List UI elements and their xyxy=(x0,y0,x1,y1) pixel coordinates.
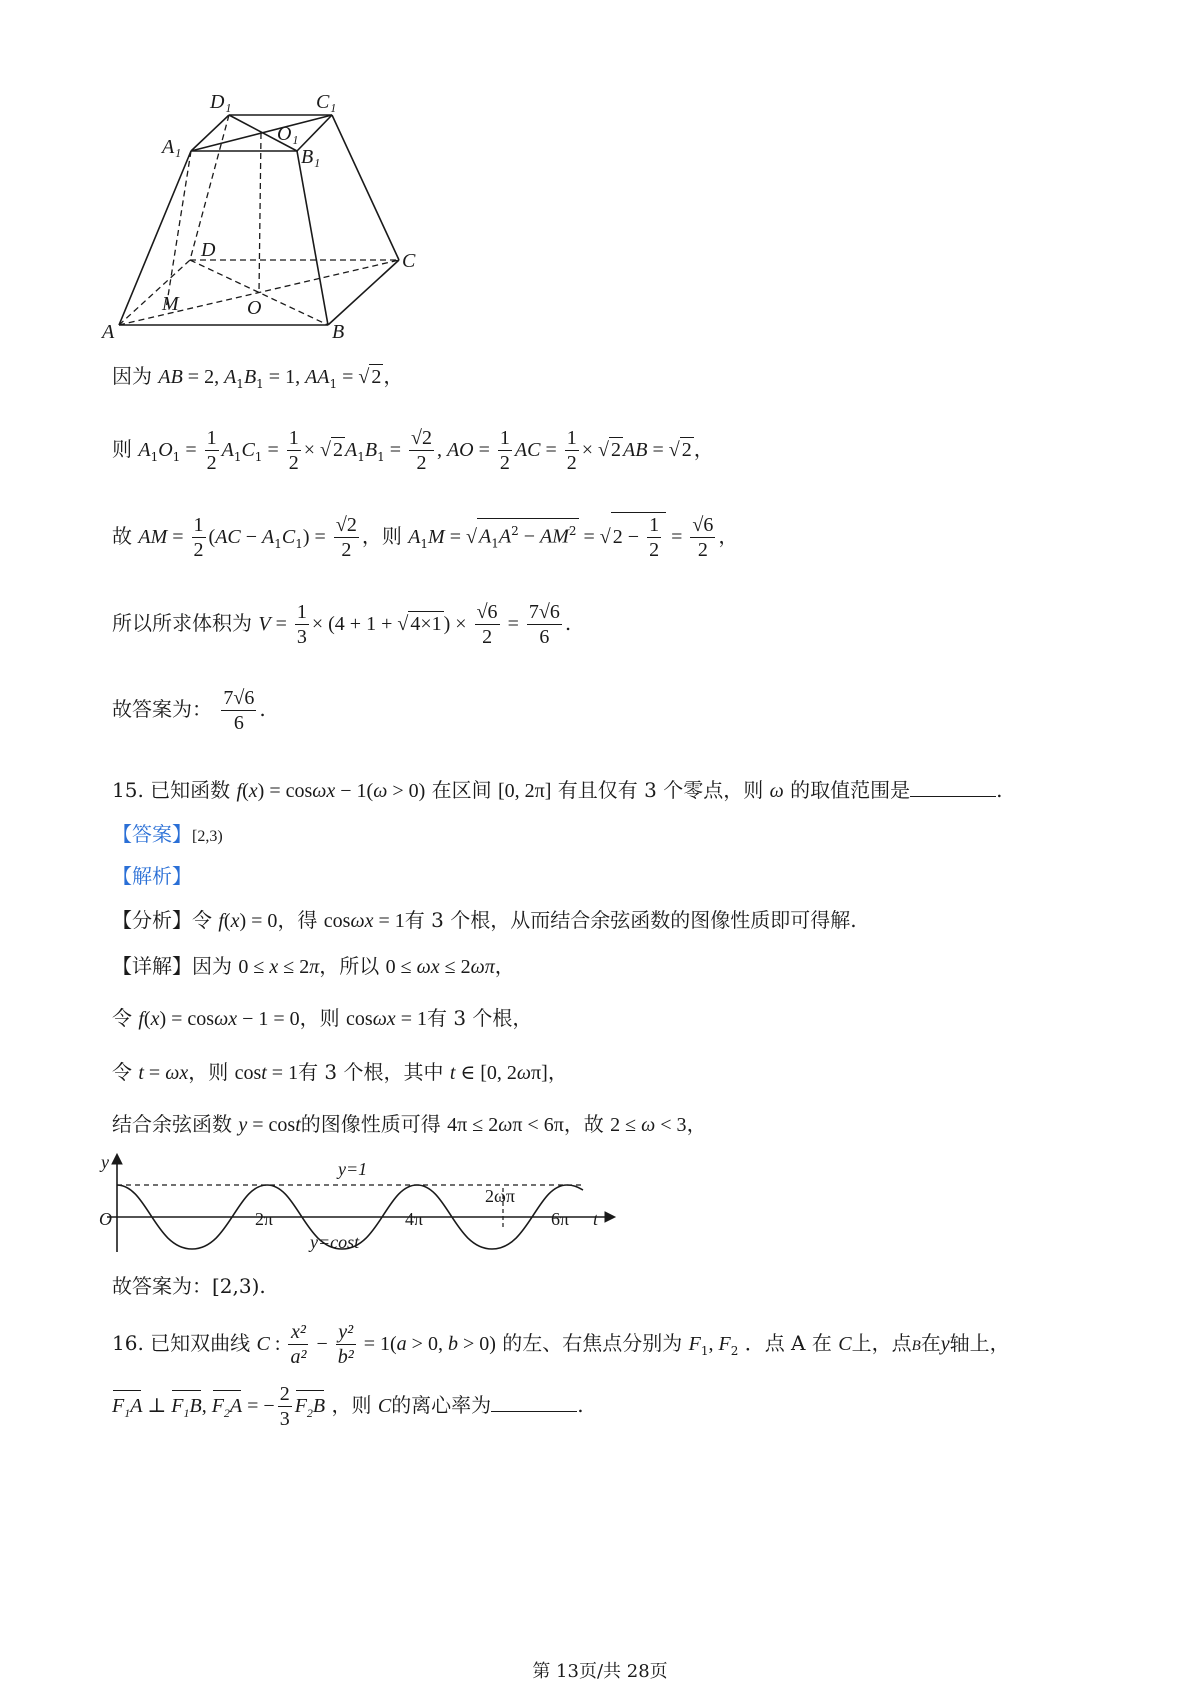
fenxi-2: ，得 xyxy=(277,908,318,932)
label-a: A xyxy=(102,321,115,343)
label-c: C xyxy=(402,250,416,272)
q15-mid: 在区间 xyxy=(431,778,492,802)
fenxi-3: 有 3 个根，从而结合余弦函数的图像性质即可得解. xyxy=(404,908,857,932)
text-so-volume: 所以所求体积为 xyxy=(112,611,252,635)
line3a: 令 xyxy=(112,1060,132,1084)
comma: ， xyxy=(383,364,404,388)
period: . xyxy=(564,611,572,635)
text-hence: 故 xyxy=(112,524,132,548)
q15-analysis-tag xyxy=(112,862,192,890)
line4c: ，故 xyxy=(563,1112,604,1136)
frustum-figure xyxy=(100,88,440,348)
q16-mid2: ．点 A 在 xyxy=(744,1331,832,1355)
q15-detail-3: 令 t = ωx，则 cost = 1有 3 个根，其中 t ∈ [0, 2ωπ]， xyxy=(112,1060,568,1084)
q16-mid4: 在 xyxy=(920,1331,941,1355)
t-axis-arrow xyxy=(605,1212,615,1222)
detail-tag: 【详解】 xyxy=(112,954,192,978)
q16-stem-2: $F_1A$ ⊥ $F_1B$, $F_2A$ = − $\frac{2}{3}$ $F_2B$ ，则 C的离心率为 . xyxy=(112,1383,584,1430)
text-because: 因为 xyxy=(112,364,152,388)
tick-2pi: 2π xyxy=(255,1209,274,1229)
comma: ， xyxy=(693,437,714,461)
q16-stem-1: 16. 已知双曲线 C : $\frac{\text{x²}}{\text{a²}}$ − $\frac{\text{y²}}{\text{b²}}$ = 1(a > 0, b > 0) 的左、右焦点分别为 $F_1$, $F_2$ ．点 A 在 C上，点B在y轴上， xyxy=(112,1321,1010,1368)
q15-detail-1: 【详解】因为 0 ≤ x ≤ 2π，所以 0 ≤ ωx ≤ 2ωπ， xyxy=(112,954,515,978)
line-volume: 所以所求体积为 V = $\frac{1}{3}$ × (4 + 1 + √ 4×1 ) × $\frac{√6}{2}$ = $\frac{7√6}{6}$ . xyxy=(112,601,572,648)
answer-blank-15 xyxy=(910,778,996,797)
line4a: 结合余弦函数 xyxy=(112,1112,232,1136)
label-c1: C₁ xyxy=(316,91,337,113)
q15-detail-2: 令 f(x) = cosωx − 1 = 0，则 cosωx = 1有 3 个根， xyxy=(112,1006,533,1030)
origin-label: O xyxy=(99,1209,112,1229)
answer-blank-16 xyxy=(491,1393,577,1412)
q16-mid5: 轴上， xyxy=(949,1331,1010,1355)
curve-label: y=cost xyxy=(310,1232,360,1252)
tick-4pi: 4π xyxy=(405,1209,424,1229)
q15-final xyxy=(112,1272,266,1300)
period: . xyxy=(577,1393,584,1417)
label-o: O xyxy=(247,297,262,319)
q15-tail: 有且仅有 3 个零点，则 xyxy=(557,778,764,802)
analysis-tag: 【解析】 xyxy=(112,864,192,888)
line3c: 有 3 个根，其中 xyxy=(298,1060,444,1084)
period: . xyxy=(996,778,1003,802)
label-d1: D₁ xyxy=(210,91,232,113)
period: . xyxy=(259,697,266,721)
detail-1a: 因为 xyxy=(192,954,232,978)
line-then: 则 $A_1O_1$ = $\frac{1}{2}$ $A_1C_1$ = $\frac{1}{2}$ × √ 2 $A_1B_1$ = $\frac{√2}{2}$ , AO = $\frac{1}{2}$ AC = $\frac{1}{2}$ × √ 2 AB = √ 2 ， xyxy=(112,427,714,474)
y-axis-label: y xyxy=(101,1152,109,1172)
label-b: B xyxy=(332,321,345,343)
label-a1: A₁ xyxy=(162,136,182,158)
line-hence: 故 AM = $\frac{1}{2}$ $(AC - A_1C_1)$ = $\frac{√2}{2}$ ，则 $A_1M$ = √ $A_1A^2 - AM^2$ = √ 2 − $\frac{1}{2}$ = $\frac{√6}{2}$ ， xyxy=(112,514,739,561)
line2c: 有 3 个根， xyxy=(426,1006,533,1030)
label-o1: O₁ xyxy=(277,123,299,145)
label-d: D xyxy=(201,239,216,261)
q15-fenxi: 【分析】令 f(x) = 0，得 cosωx = 1有 3 个根，从而结合余弦函数的图像性质即可得解. xyxy=(112,908,857,932)
fenxi-1: 令 xyxy=(192,908,212,932)
tick-6pi: 6π xyxy=(551,1209,570,1229)
line3b: ，则 xyxy=(188,1060,229,1084)
text-then2: ，则 xyxy=(361,524,402,548)
comma: ， xyxy=(494,954,515,978)
line2b: ，则 xyxy=(299,1006,340,1030)
label-b1: B₁ xyxy=(301,146,321,168)
detail-1b: ，所以 xyxy=(319,954,380,978)
line-because: 因为 AB = 2, $A_1B_1 = 1$, $AA_1$ = √ 2 ， xyxy=(112,364,404,391)
comma: ， xyxy=(686,1112,707,1136)
comma: ， xyxy=(547,1060,568,1084)
label-m: M xyxy=(162,293,179,315)
answer-tag: 【答案】 xyxy=(112,822,192,846)
q15-stem: 15. 已知函数 f(x) = cosωx − 1(ω > 0) 在区间 [0, 2π] 有且仅有 3 个零点，则 ω 的取值范围是 . xyxy=(112,778,1003,802)
q16-lead: 已知双曲线 xyxy=(150,1331,251,1355)
text-then: 则 xyxy=(112,437,132,461)
line2a: 令 xyxy=(112,1006,132,1030)
q15-number: 15. xyxy=(112,778,144,802)
line-answer-14: 故答案为： $\frac{7√6}{6}$ . xyxy=(112,687,266,734)
q16-mid3: 上，点 xyxy=(851,1331,912,1355)
q15-answer xyxy=(112,820,223,851)
q16-number: 16. xyxy=(112,1331,144,1355)
q16-mid: 的左、右焦点分别为 xyxy=(502,1331,683,1355)
q16-tail: ，则 xyxy=(331,1393,372,1417)
text-answer-label: 故答案为： xyxy=(112,697,212,721)
q15-lead: 已知函数 xyxy=(150,778,231,802)
y1-label: y=1 xyxy=(338,1159,368,1179)
q15-detail-4: 结合余弦函数 y = cost的图像性质可得 4π ≤ 2ωπ < 6π，故 2 ≤ ω < 3， xyxy=(112,1112,707,1136)
tick-2wpi: 2ωπ xyxy=(485,1186,515,1206)
q15-final-text: 故答案为：[2,3). xyxy=(112,1274,266,1298)
comma: ， xyxy=(718,524,739,548)
t-axis-label: t xyxy=(593,1209,599,1229)
cosine-graph xyxy=(95,1150,625,1260)
y-axis-arrow xyxy=(112,1154,122,1164)
q16-tail2: 的离心率为 xyxy=(391,1393,492,1417)
line4b: 的图像性质可得 xyxy=(300,1112,441,1136)
fenxi-tag: 【分析】 xyxy=(112,908,192,932)
answer-value: [2,3) xyxy=(192,828,223,845)
q15-tail2: 的取值范围是 xyxy=(790,778,911,802)
page-footer: 第 13页/共 28页 xyxy=(532,1661,668,1682)
